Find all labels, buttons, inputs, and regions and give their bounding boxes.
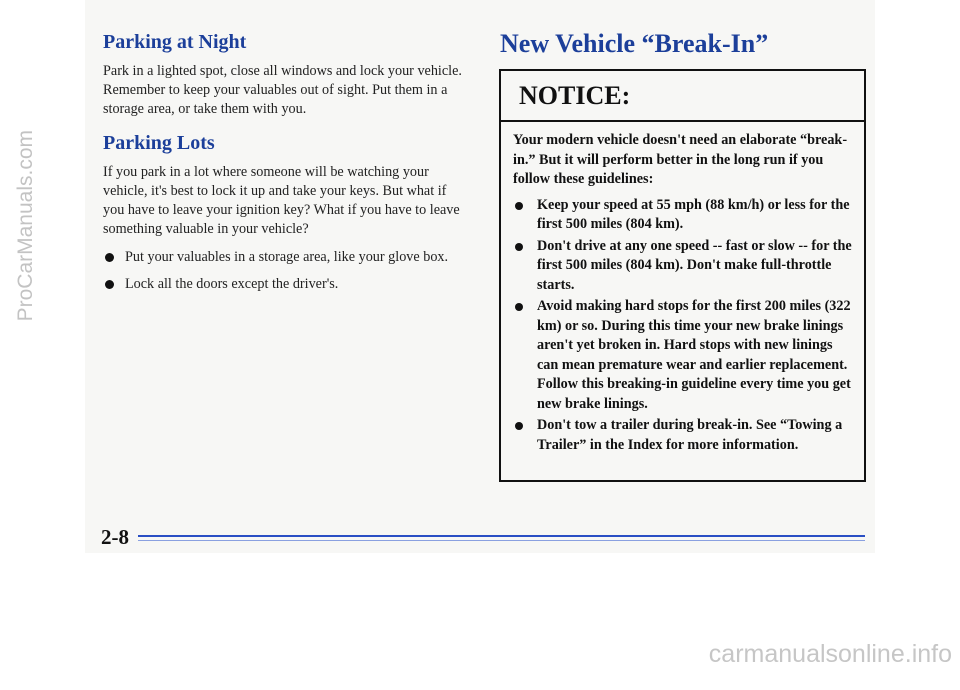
list-item-text: Lock all the doors except the driver's. (125, 276, 339, 292)
parking-lots-heading: Parking Lots (103, 132, 215, 154)
footer-url: carmanualsonline.info (708, 640, 952, 668)
page-number: 2-8 (101, 525, 129, 549)
parking-lots-list (103, 248, 468, 294)
list-item (103, 248, 468, 267)
list-item-text: Don't tow a trailer during break-in. See “Towing a Trailer” in the Index for more information. (537, 417, 843, 453)
list-item (513, 237, 852, 296)
list-item-text: Put your valuables in a storage area, like your glove box. (125, 249, 449, 265)
list-item-text: Keep your speed at 55 mph (88 km/h) or less for the first 500 miles (804 km). (537, 196, 850, 232)
watermark-text: ProCarManuals.com (14, 130, 37, 322)
notice-body (501, 122, 864, 455)
bullet-icon (105, 253, 114, 262)
notice-list (513, 196, 852, 456)
parking-at-night-heading: Parking at Night (103, 31, 247, 53)
left-column (103, 30, 468, 302)
bullet-icon (515, 303, 523, 311)
footer-rule (138, 535, 865, 537)
notice-header (501, 71, 864, 122)
break-in-heading: New Vehicle “Break-In” (500, 29, 769, 58)
footer-rule-thin (138, 540, 865, 541)
bullet-icon (515, 422, 523, 430)
list-item-text: Don't drive at any one speed -- fast or slow -- for the first 500 miles (804 km). Don't make full-throttle starts. (537, 237, 852, 293)
parking-lots-text: If you park in a lot where someone will be watching your vehicle, it's best to lock it up and take your keys. But what if you have to leave your ignition key? What if you have to leave something valuable in your vehicle? (103, 164, 460, 237)
list-item (513, 416, 852, 455)
list-item (513, 297, 852, 414)
parking-at-night-text: Park in a lighted spot, close all windows and lock your vehicle. Remember to keep your valuables out of sight. Put them in a storage area, or take them with you. (103, 63, 462, 117)
list-item (513, 196, 852, 235)
bullet-icon (515, 202, 523, 210)
notice-box (499, 69, 866, 482)
notice-label: NOTICE: (519, 80, 631, 110)
bullet-icon (105, 280, 114, 289)
watermark (14, 130, 37, 690)
notice-intro: Your modern vehicle doesn't need an elaborate “break-in.” But it will perform better in the long run if you follow these guidelines: (513, 132, 848, 187)
bullet-icon (515, 243, 523, 251)
list-item-text: Avoid making hard stops for the first 200 miles (322 km) or so. During this time your new brake linings aren't yet broken in. Hard stops with new linings can mean premature wear and earlier replacement. Follow this breaking-in guideline every time you get new brake linings. (537, 298, 851, 412)
list-item (103, 275, 468, 294)
